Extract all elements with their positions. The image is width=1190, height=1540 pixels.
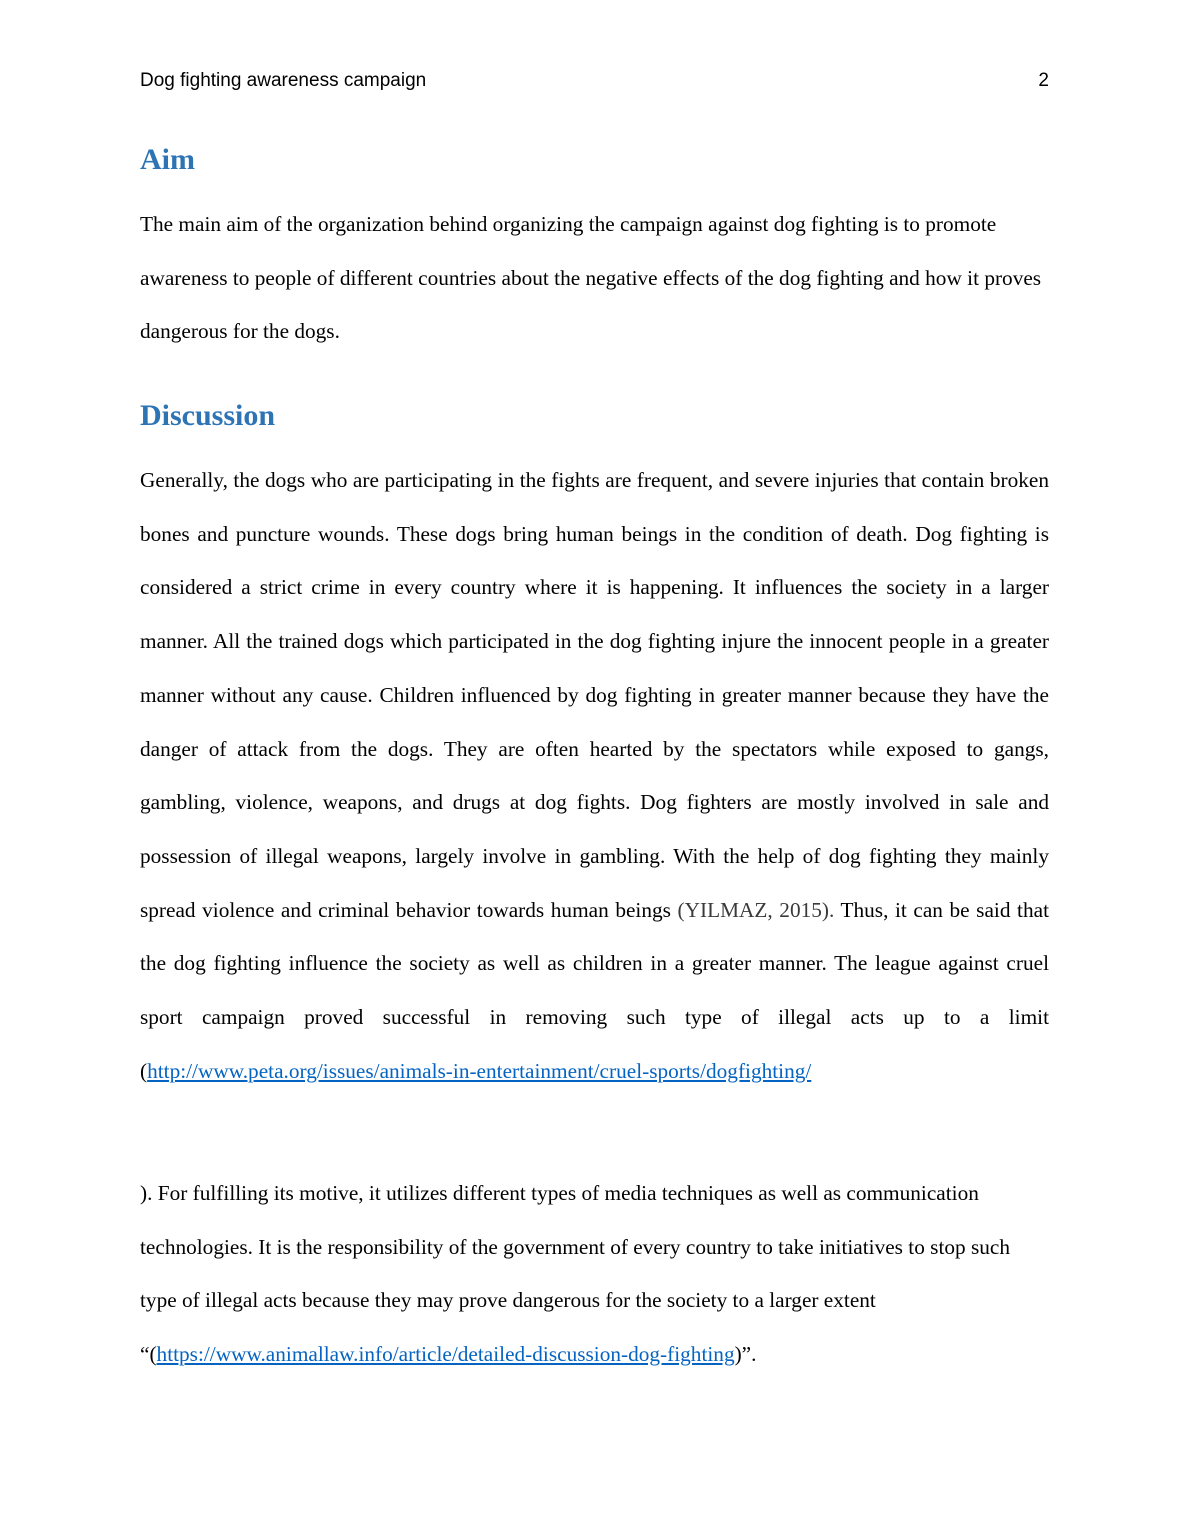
discussion-paragraph-1: [140, 454, 1049, 1098]
discussion-text-2-end: )”.: [734, 1342, 757, 1367]
aim-heading: Aim: [140, 143, 195, 176]
discussion-text-2: ). For fulfilling its motive, it utilizes different types of media techniques as well as communication technologies. It is the responsibility of the government of every country to take initiatives to stop such type of illegal acts because they may prove dangerous for the society to a larger extent “(: [140, 1181, 1011, 1367]
running-title: Dog fighting awareness campaign: [140, 70, 427, 91]
discussion-paragraph-2: [140, 1167, 1045, 1382]
aim-paragraph: The main aim of the organization behind organizing the campaign against dog fighting is to promote awareness to people of different countries about the negative effects of the dog fighting and how it proves dangerous for the dogs.: [140, 212, 1042, 344]
page-header: [140, 70, 1049, 98]
discussion-text-after-citation: Thus, it can be said that the dog fighting influence the society as well as children in a greater manner. The league against cruel sport campaign proved successful in removing such type of illegal acts up to a limit (: [140, 897, 1049, 1083]
page-number: 2: [1038, 70, 1049, 91]
peta-link[interactable]: http://www.peta.org/issues/animals-in-entertainment/cruel-sports/dogfighting/: [147, 1058, 812, 1083]
citation-yilmaz: (YILMAZ, 2015).: [677, 897, 835, 922]
discussion-heading: Discussion: [140, 399, 276, 432]
discussion-text-before-citation: Generally, the dogs who are participating in the fights are frequent, and severe injuries that contain broken bones and puncture wounds. These dogs bring human beings in the condition of death. Dog fighting is considered a strict crime in every country where it is happening. It influences the society in a larger manner. All the trained dogs which participated in the dog fighting injure the innocent people in a greater manner without any cause. Children influenced by dog fighting in greater manner because they have the danger of attack from the dogs. They are often hearted by the spectators while exposed to gangs, gambling, violence, weapons, and drugs at dog fights. Dog fighters are mostly involved in sale and possession of illegal weapons, largely involve in gambling. With the help of dog fighting they mainly spread violence and criminal behavior towards human beings: [140, 468, 1049, 922]
animallaw-link[interactable]: https://www.animallaw.info/article/detailed-discussion-dog-fighting: [156, 1342, 735, 1367]
